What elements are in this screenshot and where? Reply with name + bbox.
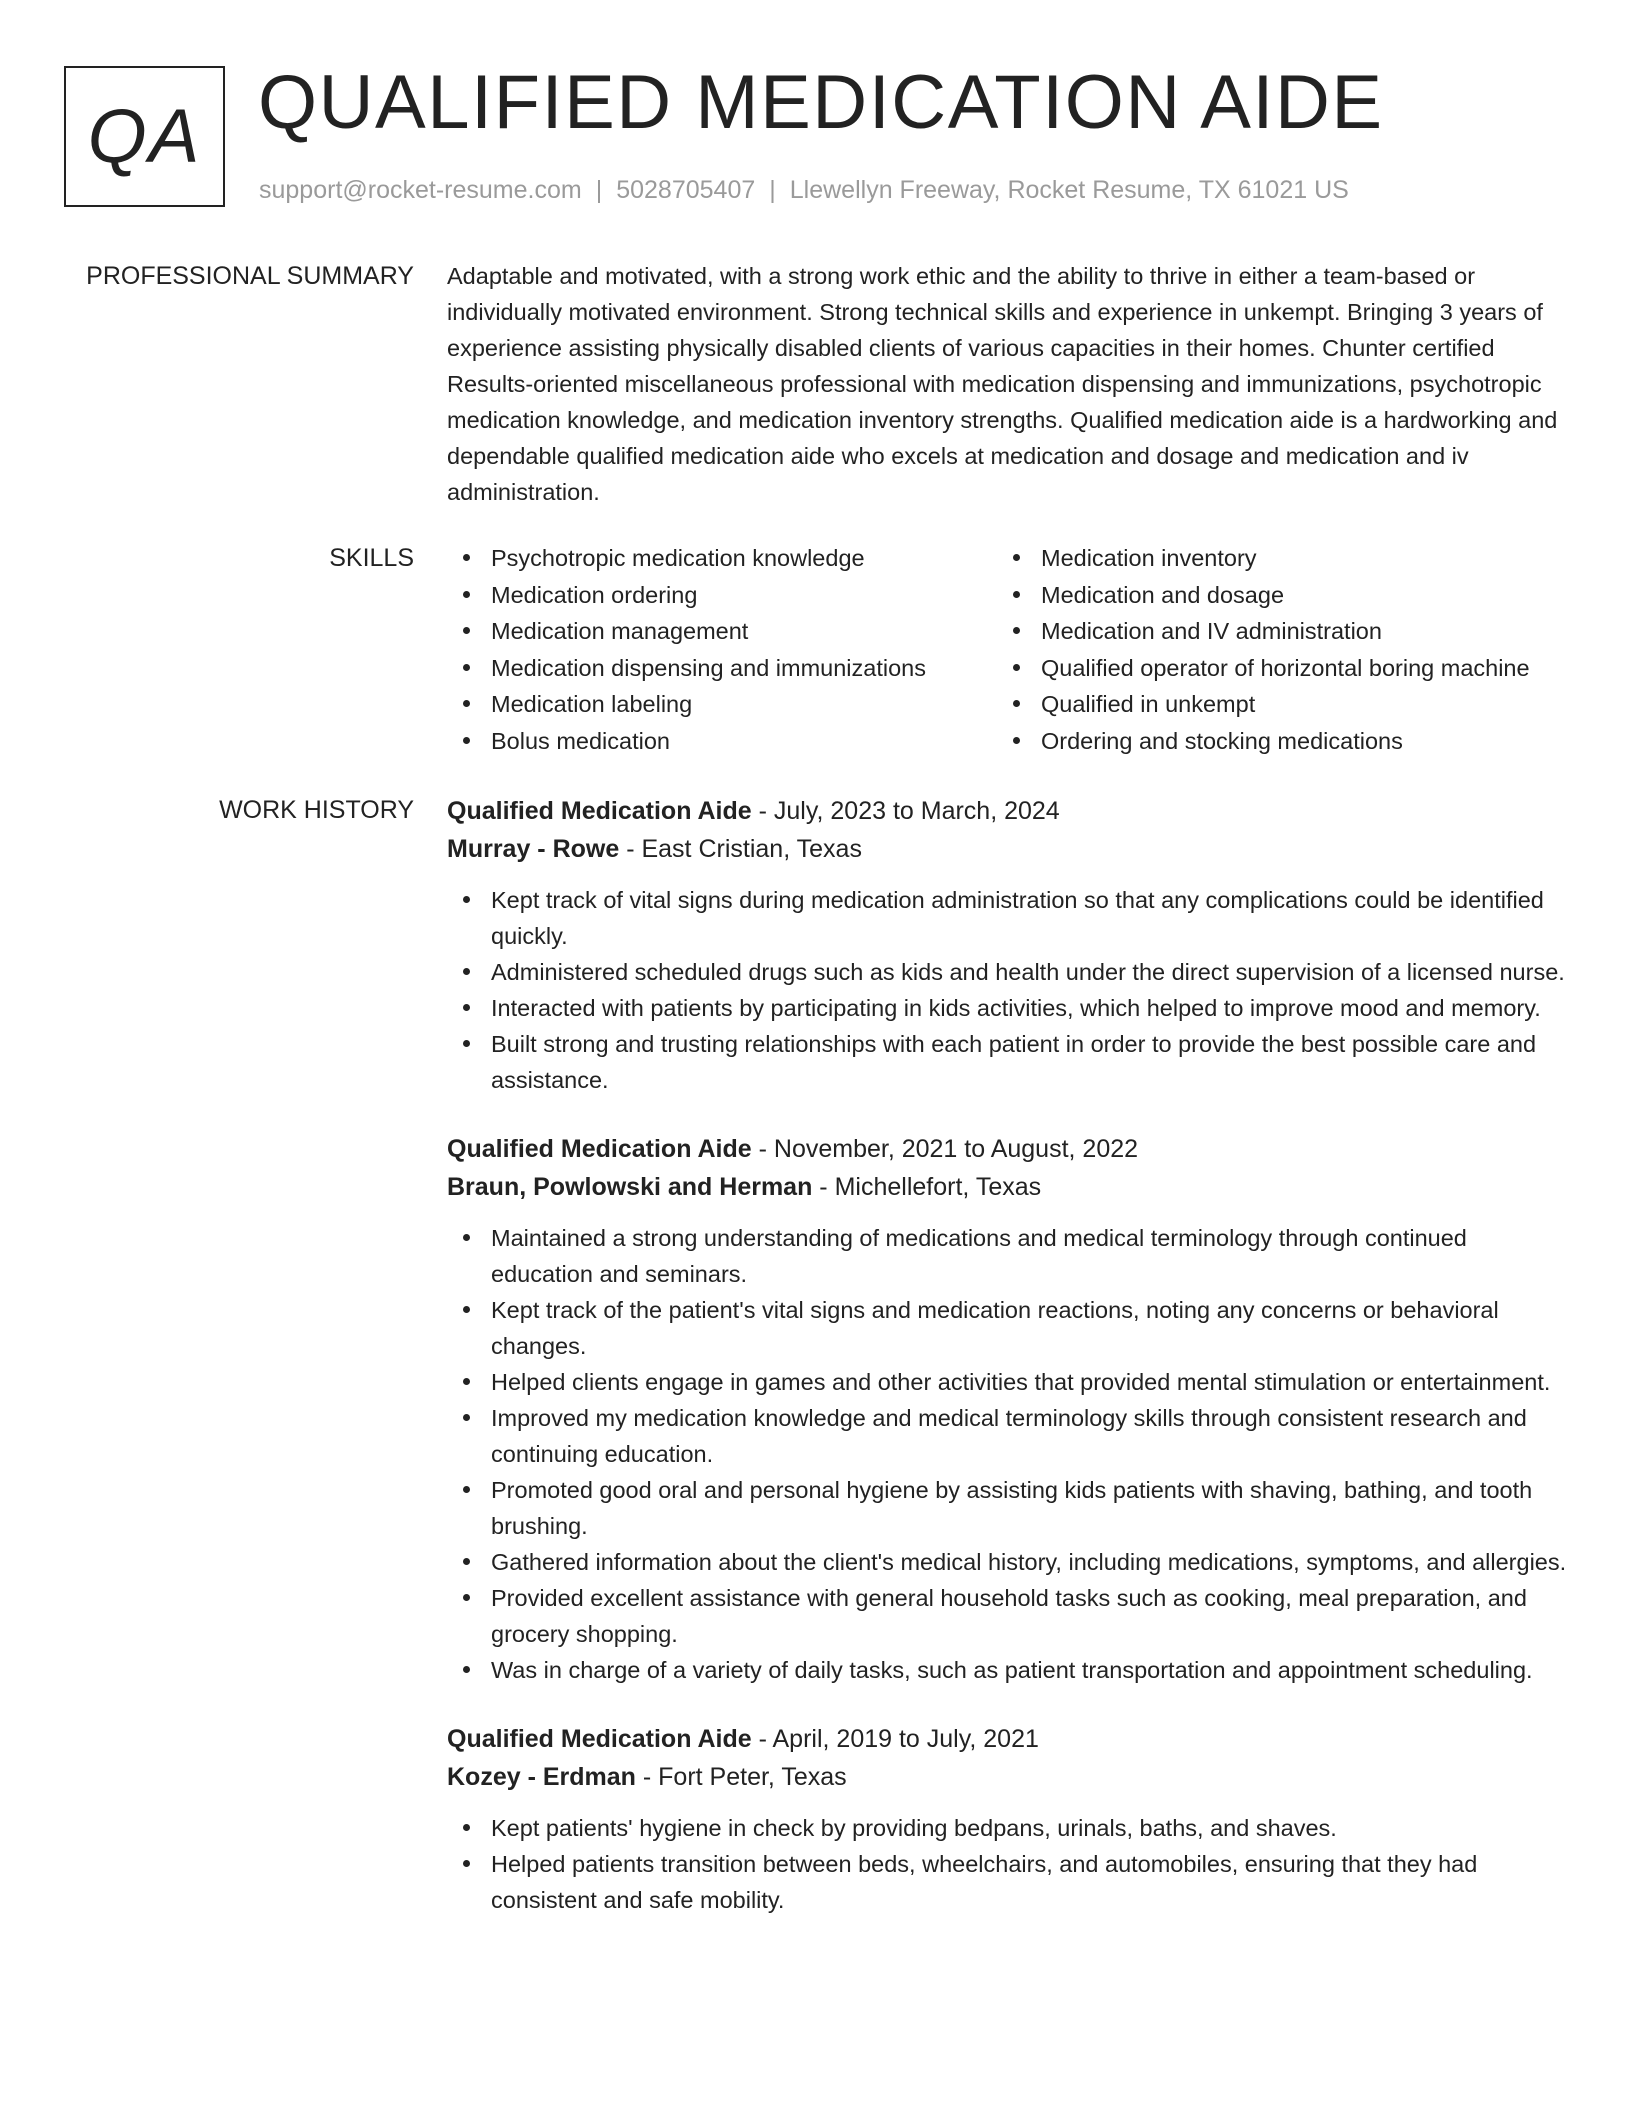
job-bullet: Gathered information about the client's medical history, including medications, symptoms, and allergies. <box>447 1544 1567 1580</box>
work-history-heading: WORK HISTORY <box>219 796 414 824</box>
contact-phone[interactable]: 5028705407 <box>616 176 756 204</box>
contact-separator: | <box>769 176 776 204</box>
job-dates: - November, 2021 to August, 2022 <box>751 1135 1139 1163</box>
skill-item: Qualified operator of horizontal boring machine <box>997 650 1557 686</box>
job-role: Qualified Medication Aide <box>447 1725 752 1753</box>
job-bullet: Kept patients' hygiene in check by providing bedpans, urinals, baths, and shaves. <box>447 1810 1567 1846</box>
skill-item: Medication management <box>447 613 997 649</box>
job-bullet: Built strong and trusting relationships with each patient in order to provide the best possible care and assistance. <box>447 1026 1567 1098</box>
skill-item: Medication labeling <box>447 686 997 722</box>
job-bullet: Was in charge of a variety of daily tasks, such as patient transportation and appointment scheduling. <box>447 1652 1567 1688</box>
skills-body <box>447 540 1567 759</box>
job-location: - Michellefort, Texas <box>812 1173 1042 1201</box>
job-role: Qualified Medication Aide <box>447 1135 752 1163</box>
job-bullet: Administered scheduled drugs such as kids and health under the direct supervision of a licensed nurse. <box>447 954 1567 990</box>
job-company-line <box>447 1168 1567 1206</box>
job-company: Braun, Powlowski and Herman <box>447 1173 813 1201</box>
skill-item: Medication ordering <box>447 577 997 613</box>
job-bullet: Helped patients transition between beds, wheelchairs, and automobiles, ensuring that they had consistent and safe mobility. <box>447 1846 1567 1918</box>
monogram-initials: QA <box>87 94 202 179</box>
skill-item: Psychotropic medication knowledge <box>447 540 997 576</box>
job-title-line <box>447 1720 1567 1758</box>
job-bullets <box>447 1810 1567 1918</box>
job-bullet: Provided excellent assistance with general household tasks such as cooking, meal preparation, and grocery shopping. <box>447 1580 1567 1652</box>
job-dates: - July, 2023 to March, 2024 <box>751 797 1060 825</box>
job-title-line <box>447 792 1567 830</box>
skills-list-left <box>447 540 997 759</box>
job-entry <box>447 792 1567 1098</box>
job-bullet: Kept track of vital signs during medication administration so that any complications could be identified quickly. <box>447 882 1567 954</box>
job-bullet: Kept track of the patient's vital signs and medication reactions, noting any concerns or behavioral changes. <box>447 1292 1567 1364</box>
summary-heading: PROFESSIONAL SUMMARY <box>86 262 414 290</box>
job-company: Kozey - Erdman <box>447 1763 636 1791</box>
summary-body <box>447 258 1567 510</box>
job-dates: - April, 2019 to July, 2021 <box>751 1725 1039 1753</box>
summary-text: Adaptable and motivated, with a strong work ethic and the ability to thrive in either a team-based or individually motivated environment. Strong technical skills and experience in unkempt. Bringing 3 years of experience assisting physically disabled clients of various capacities in their homes. Chunter certified Results-oriented miscellaneous professional with medication dispensing and immunizations, psychotropic medication knowledge, and medication inventory strengths. Qualified medication aide is a hardworking and dependable qualified medication aide who excels at medication and dosage and medication and iv administration. <box>447 263 1558 505</box>
skill-item: Bolus medication <box>447 723 997 759</box>
job-location: - Fort Peter, Texas <box>635 1763 847 1791</box>
skill-item: Ordering and stocking medications <box>997 723 1557 759</box>
job-company-line <box>447 830 1567 868</box>
contact-separator: | <box>595 176 603 204</box>
skills-list-right <box>997 540 1557 759</box>
job-bullet: Interacted with patients by participating in kids activities, which helped to improve mood and memory. <box>447 990 1567 1026</box>
job-title-line <box>447 1130 1567 1168</box>
job-bullet: Helped clients engage in games and other activities that provided mental stimulation or entertainment. <box>447 1364 1567 1400</box>
skill-item: Qualified in unkempt <box>997 686 1557 722</box>
job-entry <box>447 1720 1567 1918</box>
job-bullet: Promoted good oral and personal hygiene by assisting kids patients with shaving, bathing, and tooth brushing. <box>447 1472 1567 1544</box>
job-location: - East Cristian, Texas <box>619 835 862 863</box>
contact-address: Llewellyn Freeway, Rocket Resume, TX 61021 US <box>789 176 1349 204</box>
job-company: Murray - Rowe <box>447 835 620 863</box>
skills-heading: SKILLS <box>329 544 414 572</box>
job-role: Qualified Medication Aide <box>447 797 752 825</box>
job-bullet: Improved my medication knowledge and medical terminology skills through consistent research and continuing education. <box>447 1400 1567 1472</box>
skill-item: Medication inventory <box>997 540 1557 576</box>
job-company-line <box>447 1758 1567 1796</box>
job-entry <box>447 1130 1567 1688</box>
skill-item: Medication dispensing and immunizations <box>447 650 997 686</box>
job-bullets <box>447 1220 1567 1688</box>
job-bullets <box>447 882 1567 1098</box>
job-bullet: Maintained a strong understanding of medications and medical terminology through continued education and seminars. <box>447 1220 1567 1292</box>
contact-line <box>259 174 1349 206</box>
contact-email[interactable]: support@rocket-resume.com <box>259 176 582 204</box>
work-history-body <box>447 792 1567 1950</box>
resume-name: QUALIFIED MEDICATION AIDE <box>258 60 1384 145</box>
skill-item: Medication and IV administration <box>997 613 1557 649</box>
monogram-box <box>64 66 225 207</box>
skill-item: Medication and dosage <box>997 577 1557 613</box>
